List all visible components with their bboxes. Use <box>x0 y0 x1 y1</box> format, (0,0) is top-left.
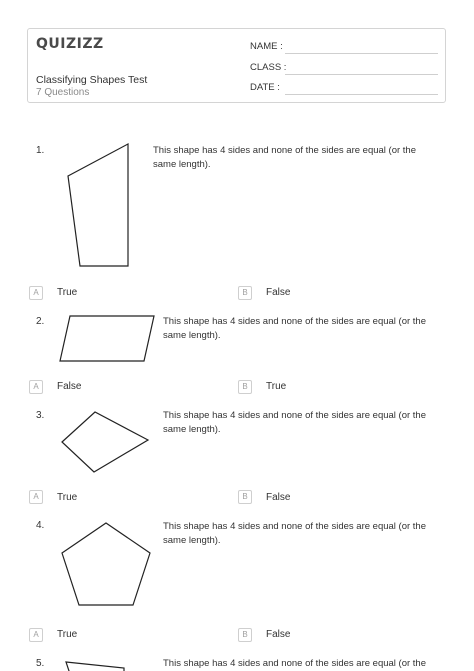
question-number: 2. <box>36 316 45 327</box>
option-a-label[interactable]: True <box>57 629 78 640</box>
question-number: 5. <box>36 658 45 669</box>
option-a-label[interactable]: True <box>57 287 78 298</box>
name-field[interactable] <box>285 53 438 54</box>
question-text: This shape has 4 sides and none of the sides are equal (or the same length). <box>163 410 427 435</box>
question-number: 3. <box>36 410 45 421</box>
option-b-label[interactable]: False <box>266 629 291 640</box>
quadrilateral-icon <box>60 140 140 270</box>
option-a-badge[interactable]: A <box>29 286 43 300</box>
option-a-label[interactable]: True <box>57 492 78 503</box>
question-count: 7 Questions <box>36 87 90 98</box>
option-b-label[interactable]: False <box>266 287 291 298</box>
pentagon-icon <box>58 520 154 608</box>
parallelogram-icon <box>58 313 158 365</box>
option-a-badge[interactable]: A <box>29 628 43 642</box>
option-b-badge[interactable]: B <box>238 286 252 300</box>
question-text: This shape has 4 sides and none of the sides are equal (or the same length). <box>163 316 427 341</box>
option-b-badge[interactable]: B <box>238 380 252 394</box>
question-text: This shape has 4 sides and none of the sides are equal (or the <box>163 658 427 669</box>
option-b-badge[interactable]: B <box>238 490 252 504</box>
option-b-label[interactable]: False <box>266 492 291 503</box>
option-b-label[interactable]: True <box>266 381 287 392</box>
question-text: This shape has 4 sides and none of the sides are equal (or the same length). <box>163 521 427 546</box>
quizizz-logo: QUIZIZZ <box>36 36 104 52</box>
name-label: NAME : <box>250 41 283 52</box>
option-a-badge[interactable]: A <box>29 490 43 504</box>
question-text: This shape has 4 sides and none of the sides are equal (or the same length). <box>153 145 417 170</box>
kite-icon <box>60 410 150 474</box>
option-a-badge[interactable]: A <box>29 380 43 394</box>
option-b-badge[interactable]: B <box>238 628 252 642</box>
question-number: 4. <box>36 520 45 531</box>
class-label: CLASS : <box>250 62 287 73</box>
test-title: Classifying Shapes Test <box>36 74 148 86</box>
question-number: 1. <box>36 145 45 156</box>
option-a-label[interactable]: False <box>57 381 82 392</box>
class-field[interactable] <box>285 74 438 75</box>
quadrilateral-icon <box>62 660 132 670</box>
date-field[interactable] <box>285 94 438 95</box>
date-label: DATE : <box>250 82 280 93</box>
